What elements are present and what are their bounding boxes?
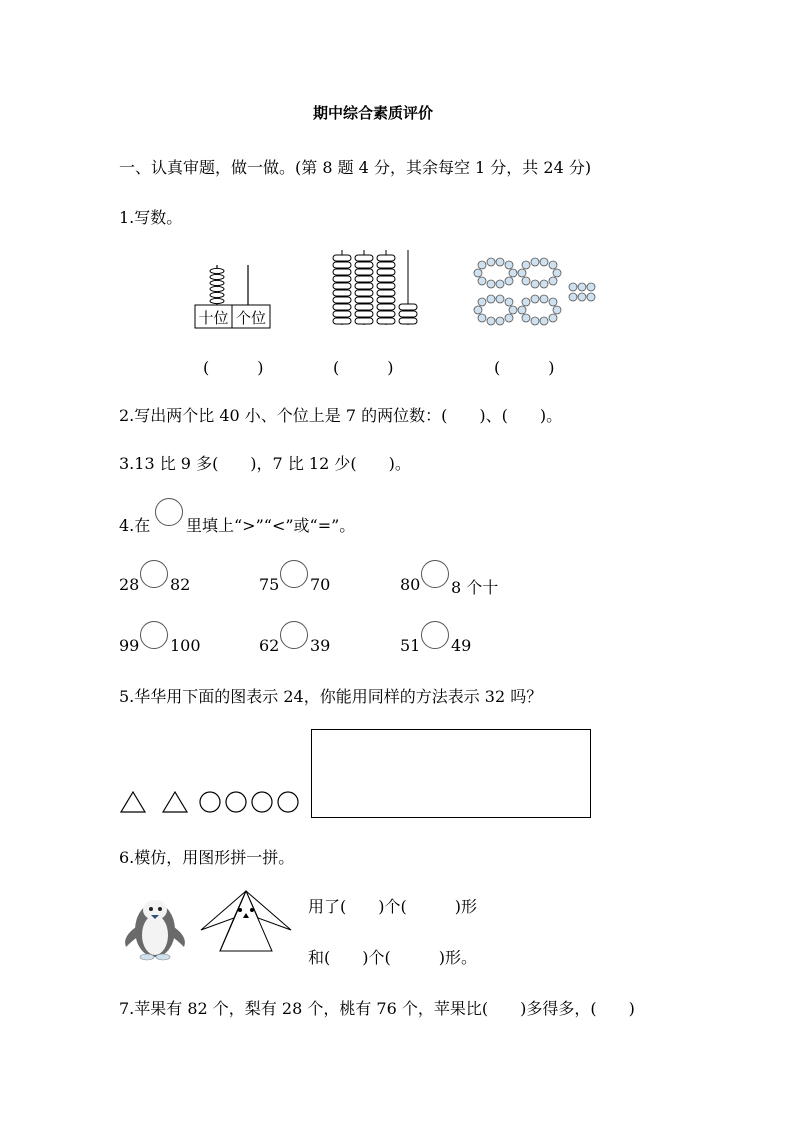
- question-4-prefix: 4.在: [119, 516, 151, 535]
- bead-rods-figure: [330, 245, 420, 330]
- compare-right-5: 39: [310, 636, 331, 655]
- compare-right-6: 49: [451, 636, 472, 655]
- compare-circle-6[interactable]: [421, 621, 449, 649]
- compare-right-2: 70: [310, 575, 331, 594]
- question-6-line-2: 和( )个( )形。: [308, 948, 477, 967]
- answer-blank-2[interactable]: ( ): [333, 358, 394, 377]
- page-title: 期中综合素质评价: [313, 104, 434, 122]
- penguin-picture: [120, 885, 190, 965]
- question-5: 5.华华用下面的图表示 24，你能用同样的方法表示 32 吗？: [119, 687, 543, 706]
- answer-blank-1[interactable]: ( ): [203, 358, 264, 377]
- compare-circle-5[interactable]: [280, 621, 308, 649]
- answer-blank-3[interactable]: ( ): [494, 358, 555, 377]
- compare-right-3: 8 个十: [451, 578, 499, 597]
- question-6-label: 6.模仿，用图形拼一拼。: [119, 848, 295, 867]
- compare-circle-2[interactable]: [280, 560, 308, 588]
- compare-left-3: 80: [400, 575, 421, 594]
- question-4-suffix: 里填上“>”“<”或“=”。: [186, 516, 356, 535]
- compare-left-4: 99: [119, 636, 140, 655]
- bead-groups-figure: [472, 255, 612, 335]
- compare-left-1: 28: [119, 575, 140, 594]
- compare-circle-4[interactable]: [140, 621, 168, 649]
- compare-circle-3[interactable]: [421, 560, 449, 588]
- compare-circle-1[interactable]: [140, 560, 168, 588]
- answer-box-32[interactable]: [311, 729, 591, 818]
- section-heading: 一、认真审题，做一做。(第 8 题 4 分，其余每空 1 分，共 24 分): [119, 158, 592, 177]
- shapes-representing-24: [118, 788, 308, 818]
- abacus-label-ones: 个位: [235, 309, 266, 327]
- compare-left-6: 51: [400, 636, 421, 655]
- compare-right-4: 100: [170, 636, 201, 655]
- compare-left-2: 75: [259, 575, 280, 594]
- compare-right-1: 82: [170, 575, 191, 594]
- compare-left-5: 62: [259, 636, 280, 655]
- question-6-line-1: 用了( )个( )形: [308, 897, 477, 916]
- triangle-penguin-figure: [198, 888, 298, 958]
- question-2: 2.写出两个比 40 小、个位上是 7 的两位数：( )、( )。: [119, 406, 563, 425]
- question-3: 3.13 比 9 多( )，7 比 12 少( )。: [119, 454, 411, 473]
- compare-circle-sample: [155, 498, 183, 526]
- question-1-label: 1.写数。: [119, 208, 183, 227]
- question-7: 7.苹果有 82 个，梨有 28 个，桃有 76 个，苹果比( )多得多，( ): [119, 999, 635, 1018]
- abacus-label-tens: 十位: [198, 309, 229, 327]
